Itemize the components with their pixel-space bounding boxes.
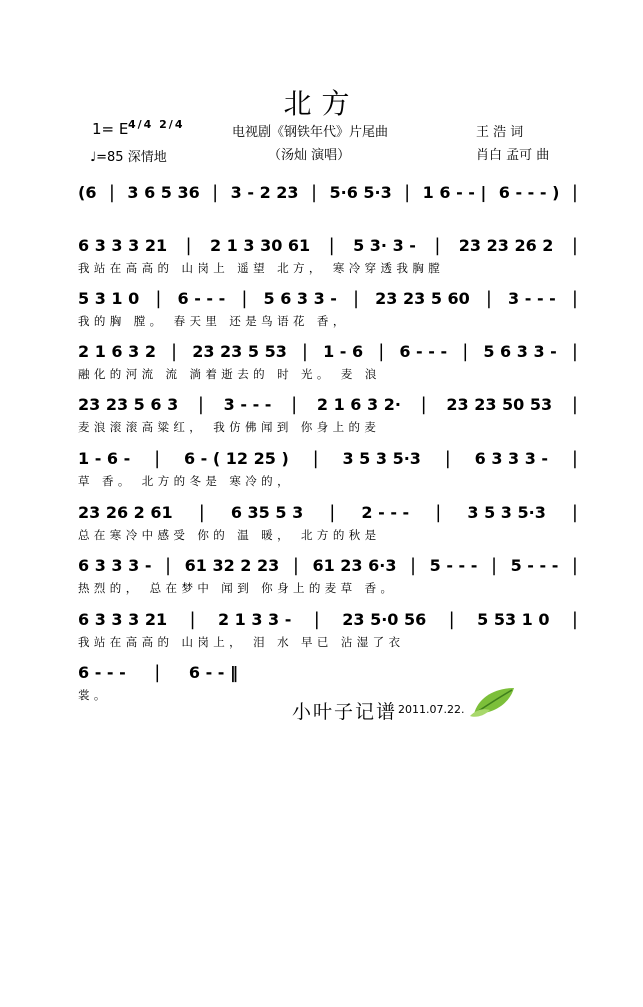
barline: | — [571, 501, 578, 523]
score-line — [78, 553, 578, 577]
lyric-line: 热烈的， 总在梦中 闻到 你身上的麦草 香。 — [78, 581, 397, 595]
barline: | — [241, 287, 248, 309]
measure: 2 1 6 3 2· — [316, 394, 401, 414]
measure: 3 5 3 5·3 — [342, 448, 421, 468]
barline: | — [435, 501, 442, 523]
measure: 23 23 26 2 — [458, 235, 554, 255]
barline: | — [312, 447, 319, 469]
measure: 2 1 3 3 - — [217, 609, 292, 629]
barline: | — [571, 393, 578, 415]
measure: 3 - - - — [508, 288, 556, 308]
measure: 3 5 3 5·3 — [467, 502, 546, 522]
barline: | — [485, 287, 492, 309]
measure: 6 3 3 3 21 — [78, 235, 168, 255]
barline: | — [313, 608, 320, 630]
barline: | — [301, 340, 308, 362]
measure: 5 6 3 3 - — [483, 341, 557, 361]
barline: | — [328, 234, 335, 256]
lyric-line: 我站在高高的 山岗上 遥望 北方， 寒冷穿透我胸膛 — [78, 261, 445, 275]
measure: 5 3· 3 - — [353, 235, 416, 255]
lyric-line: 裳。 — [78, 688, 110, 702]
measure: 23 5·0 56 — [342, 609, 427, 629]
barline: | — [434, 234, 441, 256]
measure: 5 3 1 0 — [78, 288, 140, 308]
barline: | — [404, 181, 411, 203]
measure: 23 23 5 60 — [375, 288, 470, 308]
measure: 5 - - - — [510, 555, 559, 575]
measure: 6 3 3 3 21 — [78, 609, 168, 629]
lyric-line: 融化的河流 流 淌着逝去的 时 光。 麦 浪 — [78, 367, 381, 381]
lyric-line: 总在寒冷中感受 你的 温 暖， 北方的秋是 — [78, 528, 381, 542]
barline: | — [378, 340, 385, 362]
barline: | — [571, 234, 578, 256]
measure: 6 35 5 3 — [230, 502, 304, 522]
measure: 6 - - ‖ — [188, 662, 238, 682]
score-line — [78, 607, 578, 631]
measure: 2 1 3 30 61 — [209, 235, 311, 255]
barline: | — [171, 340, 178, 362]
barline: | — [444, 447, 451, 469]
measure: 6 3 3 3 - — [78, 555, 152, 575]
barline: | — [571, 287, 578, 309]
time-signature: 4/4 2/4 — [128, 118, 185, 131]
barline: | — [198, 501, 205, 523]
barline: | — [571, 554, 578, 576]
barline: | — [571, 181, 578, 203]
barline: | — [420, 393, 427, 415]
lyricist-credit: 王 浩 词 — [476, 125, 524, 140]
barline: | — [571, 447, 578, 469]
measure: 1 6 - - | — [422, 182, 487, 202]
lyric-line: 麦浪滚滚高粱红， 我仿佛闻到 你身上的麦 — [78, 420, 381, 434]
singer-credit: （汤灿 演唱） — [268, 148, 351, 163]
barline: | — [448, 608, 455, 630]
barline: | — [291, 393, 298, 415]
barline: | — [462, 340, 469, 362]
song-title: 北方 — [283, 87, 360, 120]
measure: 61 23 6·3 — [312, 555, 397, 575]
barline: | — [310, 181, 318, 203]
barline: | — [212, 181, 219, 203]
barline: | — [189, 608, 196, 630]
barline: | — [490, 554, 498, 576]
barline: | — [155, 287, 162, 309]
key-signature: 1= E — [92, 120, 129, 138]
score-line — [78, 446, 578, 470]
barline: | — [410, 554, 417, 576]
score-line — [78, 660, 238, 684]
measure: 2 - - - — [361, 502, 410, 522]
measure: 1 - 6 — [323, 341, 364, 361]
measure: 6 - - - ) — [498, 182, 560, 202]
barline: | — [571, 608, 578, 630]
barline: | — [353, 287, 360, 309]
measure: 61 32 2 23 — [184, 555, 280, 575]
barline: | — [197, 393, 204, 415]
measure: 6 - - - — [177, 288, 226, 308]
score-line — [78, 392, 578, 416]
barline: | — [185, 234, 192, 256]
lyric-line: 我的胸 膛。 春天里 还是鸟语花 香， — [78, 314, 349, 328]
barline: | — [571, 340, 578, 362]
score-line — [78, 286, 578, 310]
measure: 5 6 3 3 - — [263, 288, 337, 308]
measure: 3 - - - — [223, 394, 272, 414]
measure: 5·6 5·3 — [329, 182, 392, 202]
barline: | — [154, 447, 161, 469]
measure: (6 — [78, 182, 97, 202]
leaf-icon — [468, 684, 520, 720]
measure: 23 23 5 6 3 — [78, 394, 179, 414]
barline: | — [154, 661, 161, 683]
subtitle: 电视剧《钢铁年代》片尾曲 — [232, 125, 389, 140]
barline: | — [165, 554, 172, 576]
lyric-line: 我站在高高的 山岗上， 泪 水 早已 沾湿了衣 — [78, 635, 405, 649]
tempo-marking: ♩=85 深情地 — [90, 150, 167, 165]
measure: 6 3 3 3 - — [474, 448, 549, 468]
measure: 3 - 2 23 — [230, 182, 299, 202]
score-line — [78, 339, 578, 363]
score-line — [78, 180, 578, 204]
measure: 2 1 6 3 2 — [78, 341, 156, 361]
lyric-line: 草 香。 北方的冬是 寒冷的， — [78, 474, 293, 488]
measure: 3 6 5 36 — [127, 182, 200, 202]
transcription-date: 2011.07.22. — [398, 703, 465, 716]
composer-credit: 肖白 孟可 曲 — [476, 148, 550, 163]
measure: 6 - - - — [78, 662, 126, 682]
barline: | — [292, 554, 299, 576]
measure: 6 - - - — [399, 341, 448, 361]
score-line — [78, 500, 578, 524]
measure: 23 26 2 61 — [78, 502, 173, 522]
measure: 1 - 6 - — [78, 448, 131, 468]
measure: 6 - ( 12 25 ) — [183, 448, 289, 468]
score-line — [78, 233, 578, 257]
transcriber-signature: 小叶子记谱 — [292, 701, 398, 723]
measure: 23 23 5 53 — [192, 341, 287, 361]
barline: | — [329, 501, 336, 523]
measure: 5 53 1 0 — [477, 609, 550, 629]
barline: | — [108, 181, 115, 203]
measure: 5 - - - — [429, 555, 478, 575]
measure: 23 23 50 53 — [446, 394, 553, 414]
